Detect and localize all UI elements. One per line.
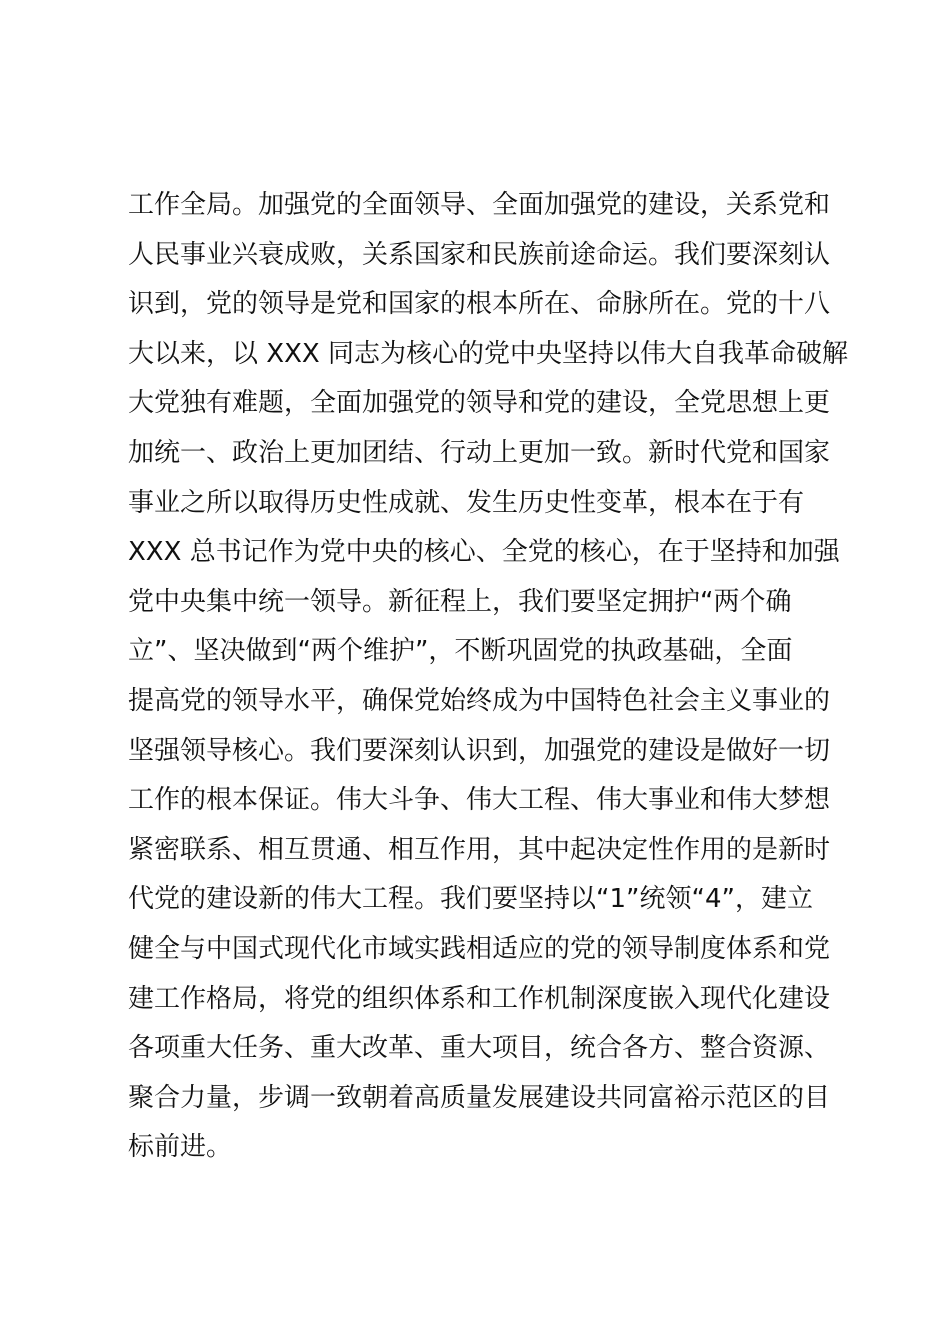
text-line-6: 加统一、政治上更加团结、行动上更加一致。新时代党和国家	[128, 437, 831, 468]
text-line-14: 紧密联系、相互贯通、相互作用，其中起决定性作用的是新时	[128, 834, 831, 865]
text-line-1: 工作全局。加强党的全面领导、全面加强党的建设，关系党和	[128, 190, 831, 220]
text-line-4: 大以来，以 XXX 同志为核心的党中央坚持以伟大自我革命破解	[128, 338, 848, 369]
text-line-20: 标前进。	[128, 1132, 233, 1163]
text-line-3: 识到，党的领导是党和国家的根本所在、命脉所在。党的十八	[128, 289, 831, 320]
text-line-17: 建工作格局，将党的组织体系和工作机制深度嵌入现代化建设	[128, 983, 831, 1014]
text-line-18: 各项重大任务、重大改革、重大项目，统合各方、整合资源、	[128, 1033, 831, 1064]
text-line-5: 大党独有难题，全面加强党的领导和党的建设，全党思想上更	[128, 388, 831, 419]
text-line-12: 坚强领导核心。我们要深刻认识到，加强党的建设是做好一切	[128, 735, 831, 766]
text-line-15: 代党的建设新的伟大工程。我们要坚持以“1”统领“4”，建立	[128, 884, 813, 915]
text-line-8: XXX 总书记作为党中央的核心、全党的核心，在于坚持和加强	[128, 537, 840, 568]
text-line-9: 党中央集中统一领导。新征程上，我们要坚定拥护“两个确	[128, 586, 792, 617]
body-paragraph	[128, 181, 848, 1173]
text-line-16: 健全与中国式现代化市域实践相适应的党的领导制度体系和党	[128, 933, 831, 964]
text-line-19: 聚合力量，步调一致朝着高质量发展建设共同富裕示范区的目	[128, 1082, 831, 1113]
text-line-10: 立”、坚决做到“两个维护”，不断巩固党的执政基础，全面	[128, 636, 793, 667]
text-line-11: 提高党的领导水平，确保党始终成为中国特色社会主义事业的	[128, 685, 831, 716]
text-line-2: 人民事业兴衰成败，关系国家和民族前途命运。我们要深刻认	[128, 239, 831, 270]
text-line-7: 事业之所以取得历史性成就、发生历史性变革，根本在于有	[128, 487, 805, 518]
text-line-13: 工作的根本保证。伟大斗争、伟大工程、伟大事业和伟大梦想	[128, 785, 831, 816]
